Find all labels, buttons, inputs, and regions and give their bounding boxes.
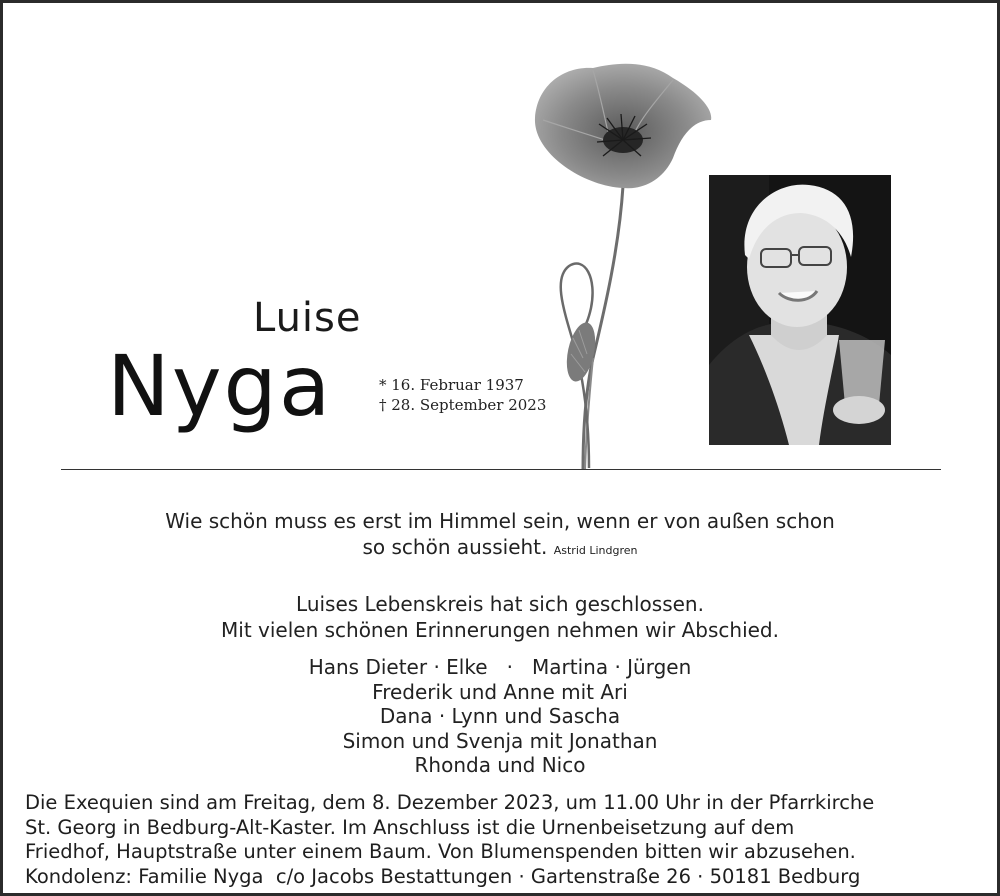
family-line: Dana · Lynn und Sascha (379, 704, 621, 728)
quote (3, 508, 997, 564)
death-date: † 28. September 2023 (379, 396, 547, 414)
condolence-address: Kondolenz: Familie Nyga c/o Jacobs Bestattungen · Gartenstraße 26 · 50181 Bedburg (25, 864, 861, 888)
life-dates (379, 375, 546, 415)
funeral-information (25, 791, 985, 889)
closing-words (3, 591, 997, 643)
poppy-flower-image (523, 58, 723, 473)
family-names (3, 655, 997, 778)
funeral-line: Friedhof, Hauptstraße unter einem Baum. Von Blumenspenden bitten wir abzusehen. (25, 840, 856, 863)
funeral-line: Die Exequien sind am Freitag, dem 8. Dezember 2023, um 11.00 Uhr in der Pfarrkirche (25, 791, 875, 814)
family-line: Simon und Svenja mit Jonathan (342, 728, 658, 753)
closing-line-2: Mit vielen schönen Erinnerungen nehmen wir Abschied. (221, 618, 779, 642)
quote-line-2 (3, 534, 997, 564)
quote-line-1: Wie schön muss es erst im Himmel sein, wenn er von außen schon (165, 509, 835, 533)
portrait-illustration (709, 175, 891, 445)
family-line: Hans Dieter · Elke · Martina · Jürgen (308, 655, 692, 679)
family-line: Frederik und Anne mit Ari (372, 679, 628, 704)
birth-date: * 16. Februar 1937 (379, 376, 524, 394)
portrait-photo (709, 175, 891, 445)
divider-line (61, 469, 941, 470)
closing-line-1: Luises Lebenskreis hat sich geschlossen. (296, 592, 704, 616)
first-name: Luise (253, 295, 362, 341)
quote-line-2-text: so schön aussieht. (362, 535, 548, 559)
last-name: Nyga (107, 337, 333, 435)
family-line: Rhonda und Nico (414, 753, 586, 777)
funeral-line: St. Georg in Bedburg-Alt-Kaster. Im Anschluss ist die Urnenbeisetzung auf dem (25, 815, 795, 839)
quote-author: Astrid Lindgren (553, 544, 638, 557)
